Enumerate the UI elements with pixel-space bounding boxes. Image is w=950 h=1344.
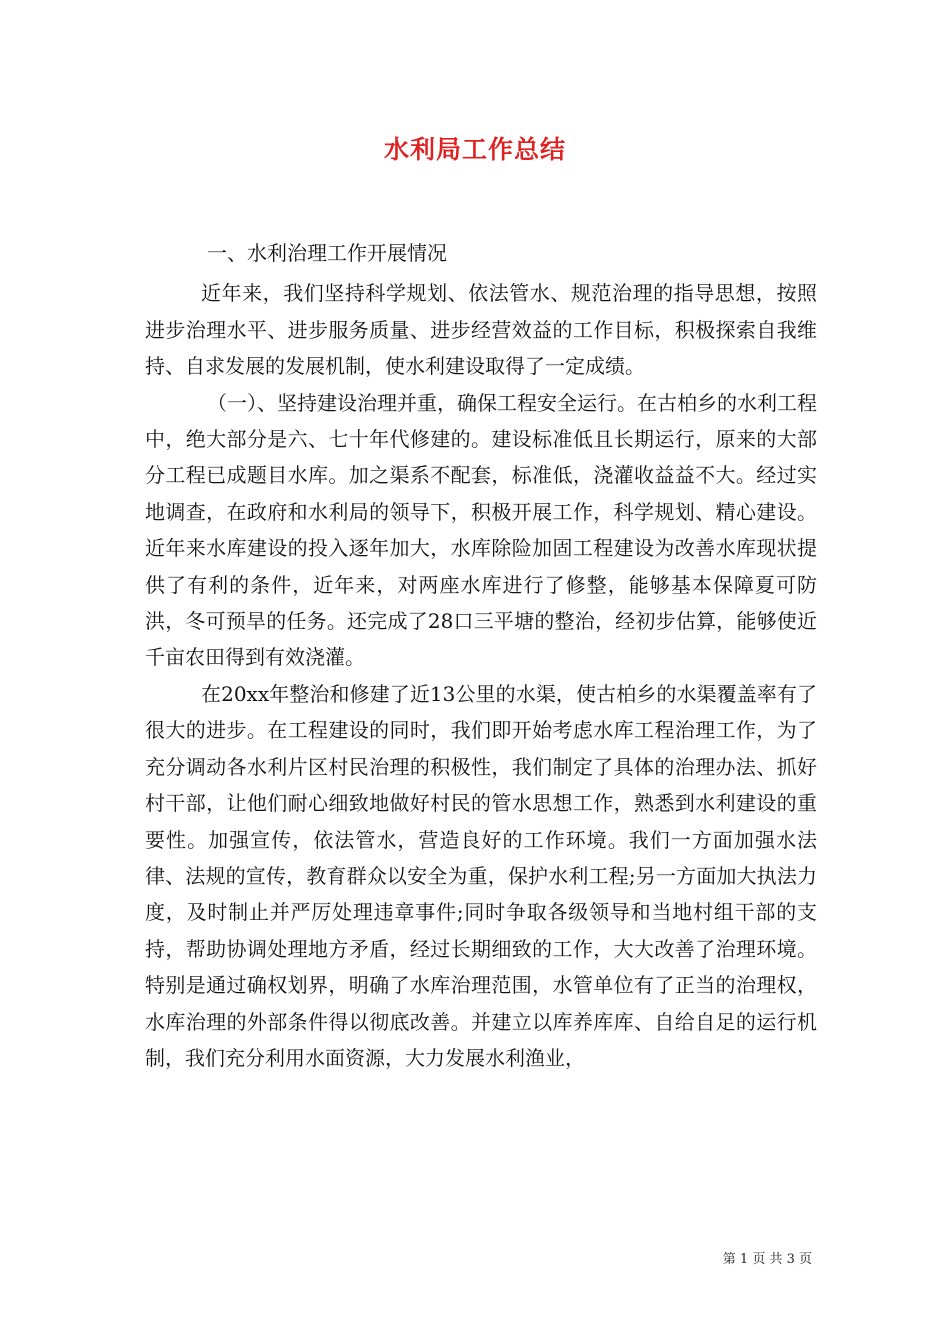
section-heading: 一、水利治理工作开展情况 [207, 241, 447, 265]
paragraph-intro: 近年来，我们坚持科学规划、依法管水、规范治理的指导思想，按照进步治理水平、进步服务质量、进步经营效益的工作目标，积极探索自我维持、自求发展的发展机制，使水利建设取得了一定成绩。 [145, 281, 817, 379]
document-body [145, 235, 817, 1076]
paragraph-construction: （一）、坚持建设治理并重，确保工程安全运行。在古柏乡的水利工程中，绝大部分是六、七十年代修建的。建设标准低且长期运行，原来的大部分工程已成题目水库。加之渠系不配套，标准低，浇灌收益益不大。经过实地调查，在政府和水利局的领导下，积极开展工作，科学规划、精心建设。近年来水库建设的投入逐年加大，水库除险加固工程建设为改善水库现状提供了有利的条件，近年来，对两座水库进行了修整，能够基本保障夏可防洪，冬可预旱的任务。还完成了28口三平塘的整治，经初步估算，能够使近千亩农田得到有效浇灌。 [145, 390, 817, 670]
page-number: 第 1 页 共 3 页 [722, 1252, 812, 1267]
paragraph-management: 在20xx年整治和修建了近13公里的水渠，使古柏乡的水渠覆盖率有了很大的进步。在工程建设的同时，我们即开始考虑水库工程治理工作，为了充分调动各水利片区村民治理的积极性，我们制定了具体的治理办法、抓好村干部，让他们耐心细致地做好村民的管水思想工作，熟悉到水利建设的重要性。加强宣传，依法管水，营造良好的工作环境。我们一方面加强水法律、法规的宣传，教育群众以安全为重，保护水利工程;另一方面加大执法力度，及时制止并严厉处理违章事件;同时争取各级领导和当地村组干部的支持，帮助协调处理地方矛盾，经过长期细致的工作，大大改善了治理环境。特别是通过确权划界，明确了水库治理范围，水管单位有了正当的治理权，水库治理的外部条件得以彻底改善。并建立以库养库库、自给自足的运行机制，我们充分利用水面资源，大力发展水利渔业， [145, 681, 817, 1070]
document-title: 水利局工作总结 [383, 135, 566, 164]
